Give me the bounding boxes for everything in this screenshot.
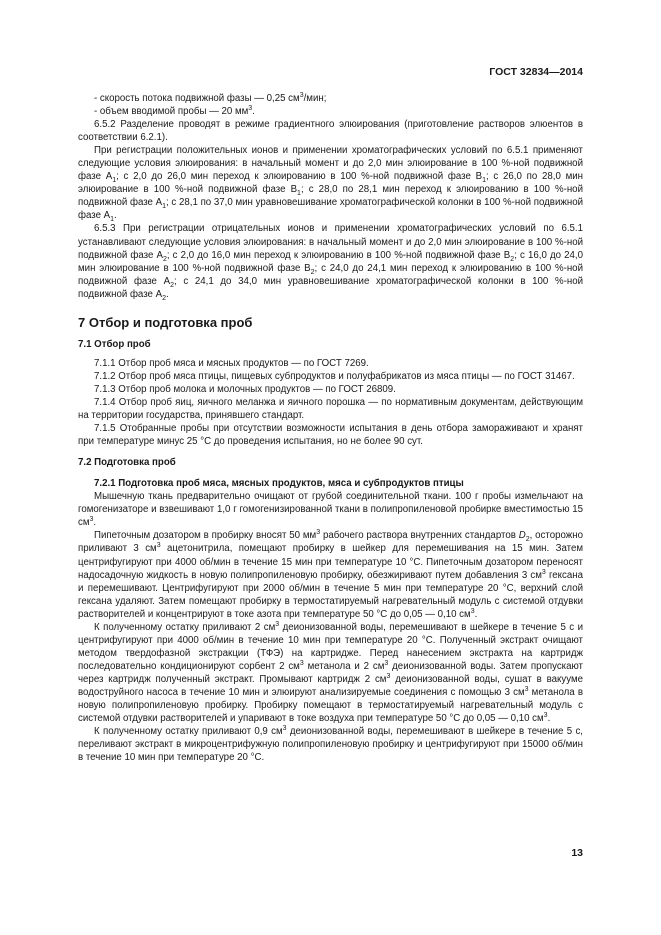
paragraph: Мышечную ткань предварительно очищают от грубой соединительной ткани. 100 г пробы измельчают на гомогенизаторе и взвешивают 1,0 г гомогенизированной ткани в полипропиленовой пробирке вместимостью 15 $см^3$. xyxy=(78,491,583,529)
paragraph: Пипеточным дозатором в пробирку вносят 50 $мм^3$ рабочего раствора внутренних стандартов $D_2$, осторожно приливают 3 $см^3$ ацетонитрила, помещают пробирку в шейкер для перемешивания на 15 мин. Затем центрифугируют при 4000 об/мин в течение 15 мин при температуре 10 °С. Пипеточным дозатором переносят надосадочную жидкость в новую полипропиленовую пробирку, обезжиривают путем добавления 3 $см^3$ гексана и перемешивают. Центрифугируют при 2000 об/мин в течение 5 мин при температуре 20 °С, верхний слой гексана удаляют. Затем помещают пробирку в термостатируемый нагревательный модуль с системой отдувки растворителей и концентрируют в токе азота при температуре 50 °С до 0,05 — 0,10 $см^3$. xyxy=(78,529,583,620)
standard-header: ГОСТ 32834—2014 xyxy=(489,66,583,78)
subsection-heading: 7.1 Отбор проб xyxy=(78,338,151,350)
paragraph: При регистрации положительных ионов и применении хроматографических условий по 6.5.1 применяют следующие условия элюирования: в начальный момент и до 2,0 мин элюирование в 100 %-ной подвижной фазе $А_1$; с 2,0 до 26,0 мин переход к элюированию в 100 %-ной подвижной фазе $В_1$; с 26,0 по 28,0 мин элюирование в 100 %-ной подвижной фазе $В_1$; с 28,0 по 28,1 мин переход к элюированию в 100 %-ной подвижной фазе $А_1$; с 28,1 по 37,0 мин уравновешивание хроматографической колонки в 100 %-ной подвижной фазе $А_1$. xyxy=(78,145,583,224)
paragraph: 7.1.5 Отобранные пробы при отсутствии возможности испытания в день отбора замораживают и хранят при температуре минус 25 °С до проведения испытания, но не более 90 сут. xyxy=(78,423,583,448)
paragraph: 7.1.4 Отбор проб яиц, яичного меланжа и яичного порошка — по нормативным документам, действующим на территории государства, принявшего стандарт. xyxy=(78,396,583,422)
paragraph: 7.1.1 Отбор проб мяса и мясных продуктов — по ГОСТ 7269. xyxy=(94,357,369,369)
paragraph: К полученному остатку приливают 0,9 $см^3$ деионизованной воды, перемешивают в шейкере в течение 5 с, переливают экстракт в микроцентрифужную полипропиленовую пробирку и центрифугируют при 15000 об/мин в течение 10 мин при температуре 20 °С. xyxy=(78,724,583,764)
paragraph: 6.5.2 Разделение проводят в режиме градиентного элюирования (приготовление растворов элюентов в соответствии 6.2.1). xyxy=(78,119,583,144)
paragraph: 7.1.2 Отбор проб мяса птицы, пищевых субпродуктов и полуфабрикатов из мяса птицы — по ГОСТ 31467. xyxy=(94,370,575,382)
subsection-heading: 7.2 Подготовка проб xyxy=(78,457,176,469)
paragraph: - объем вводимой пробы — 20 $мм^3$. xyxy=(94,104,255,118)
paragraph: 6.5.3 При регистрации отрицательных ионов и применении хроматографических условий по 6.5.1 устанавливают следующие условия элюирования: в начальный момент и до 2,0 мин элюирование в 100 %-ной подвижной фазе $А_2$; с 2,0 до 16,0 мин переход к элюированию в 100 %-ной подвижной фазе $В_2$; с 16,0 до 24,0 мин элюирование в 100 %-ной подвижной фазе $В_2$; с 24,0 до 24,1 мин переход к элюированию в 100 %-ной подвижной фазе $А_2$; с 24,1 до 34,0 мин уравновешивание хроматографической колонки в 100 %-ной подвижной фазе $А_2$. xyxy=(78,223,583,302)
paragraph: - скорость потока подвижной фазы — 0,25 $см^3$/мин; xyxy=(94,91,327,104)
document-body xyxy=(78,92,583,764)
section-heading: 7 Отбор и подготовка проб xyxy=(78,314,253,330)
page-number: 13 xyxy=(571,847,583,859)
paragraph: 7.1.3 Отбор проб молока и молочных продуктов — по ГОСТ 26809. xyxy=(94,383,396,395)
clause-heading: 7.2.1 Подготовка проб мяса, мясных продуктов, мяса и субпродуктов птицы xyxy=(94,478,464,490)
paragraph: К полученному остатку приливают 2 $см^3$ деионизованной воды, перемешивают в шейкере в течение 5 с и центрифугируют при 4000 об/мин в течение 10 мин при температуре 20 °С. Полученный экстракт очищают методом твердофазной экстракции (ТФЭ) на картридже. Перед нанесением экстракта на картридж последовательно кондиционируют сорбент 2 $см^3$ метанола и 2 $см^3$ деионизованной воды. Затем пропускают через картридж полученный экстракт. Промывают картридж 2 $см^3$ деионизованной воды, сушат в вакууме водоструйного насоса в течение 10 мин и элюируют анализируемые соединения с помощью 3 $см^3$ метанола в новую полипропиленовую пробирку. Пробирку помещают в термостатируемый нагревательный модуль с системой отдувки растворителей и упаривают в токе воздуха при температуре 50 °С до 0,05 — 0,10 $см^3$. xyxy=(78,620,584,725)
